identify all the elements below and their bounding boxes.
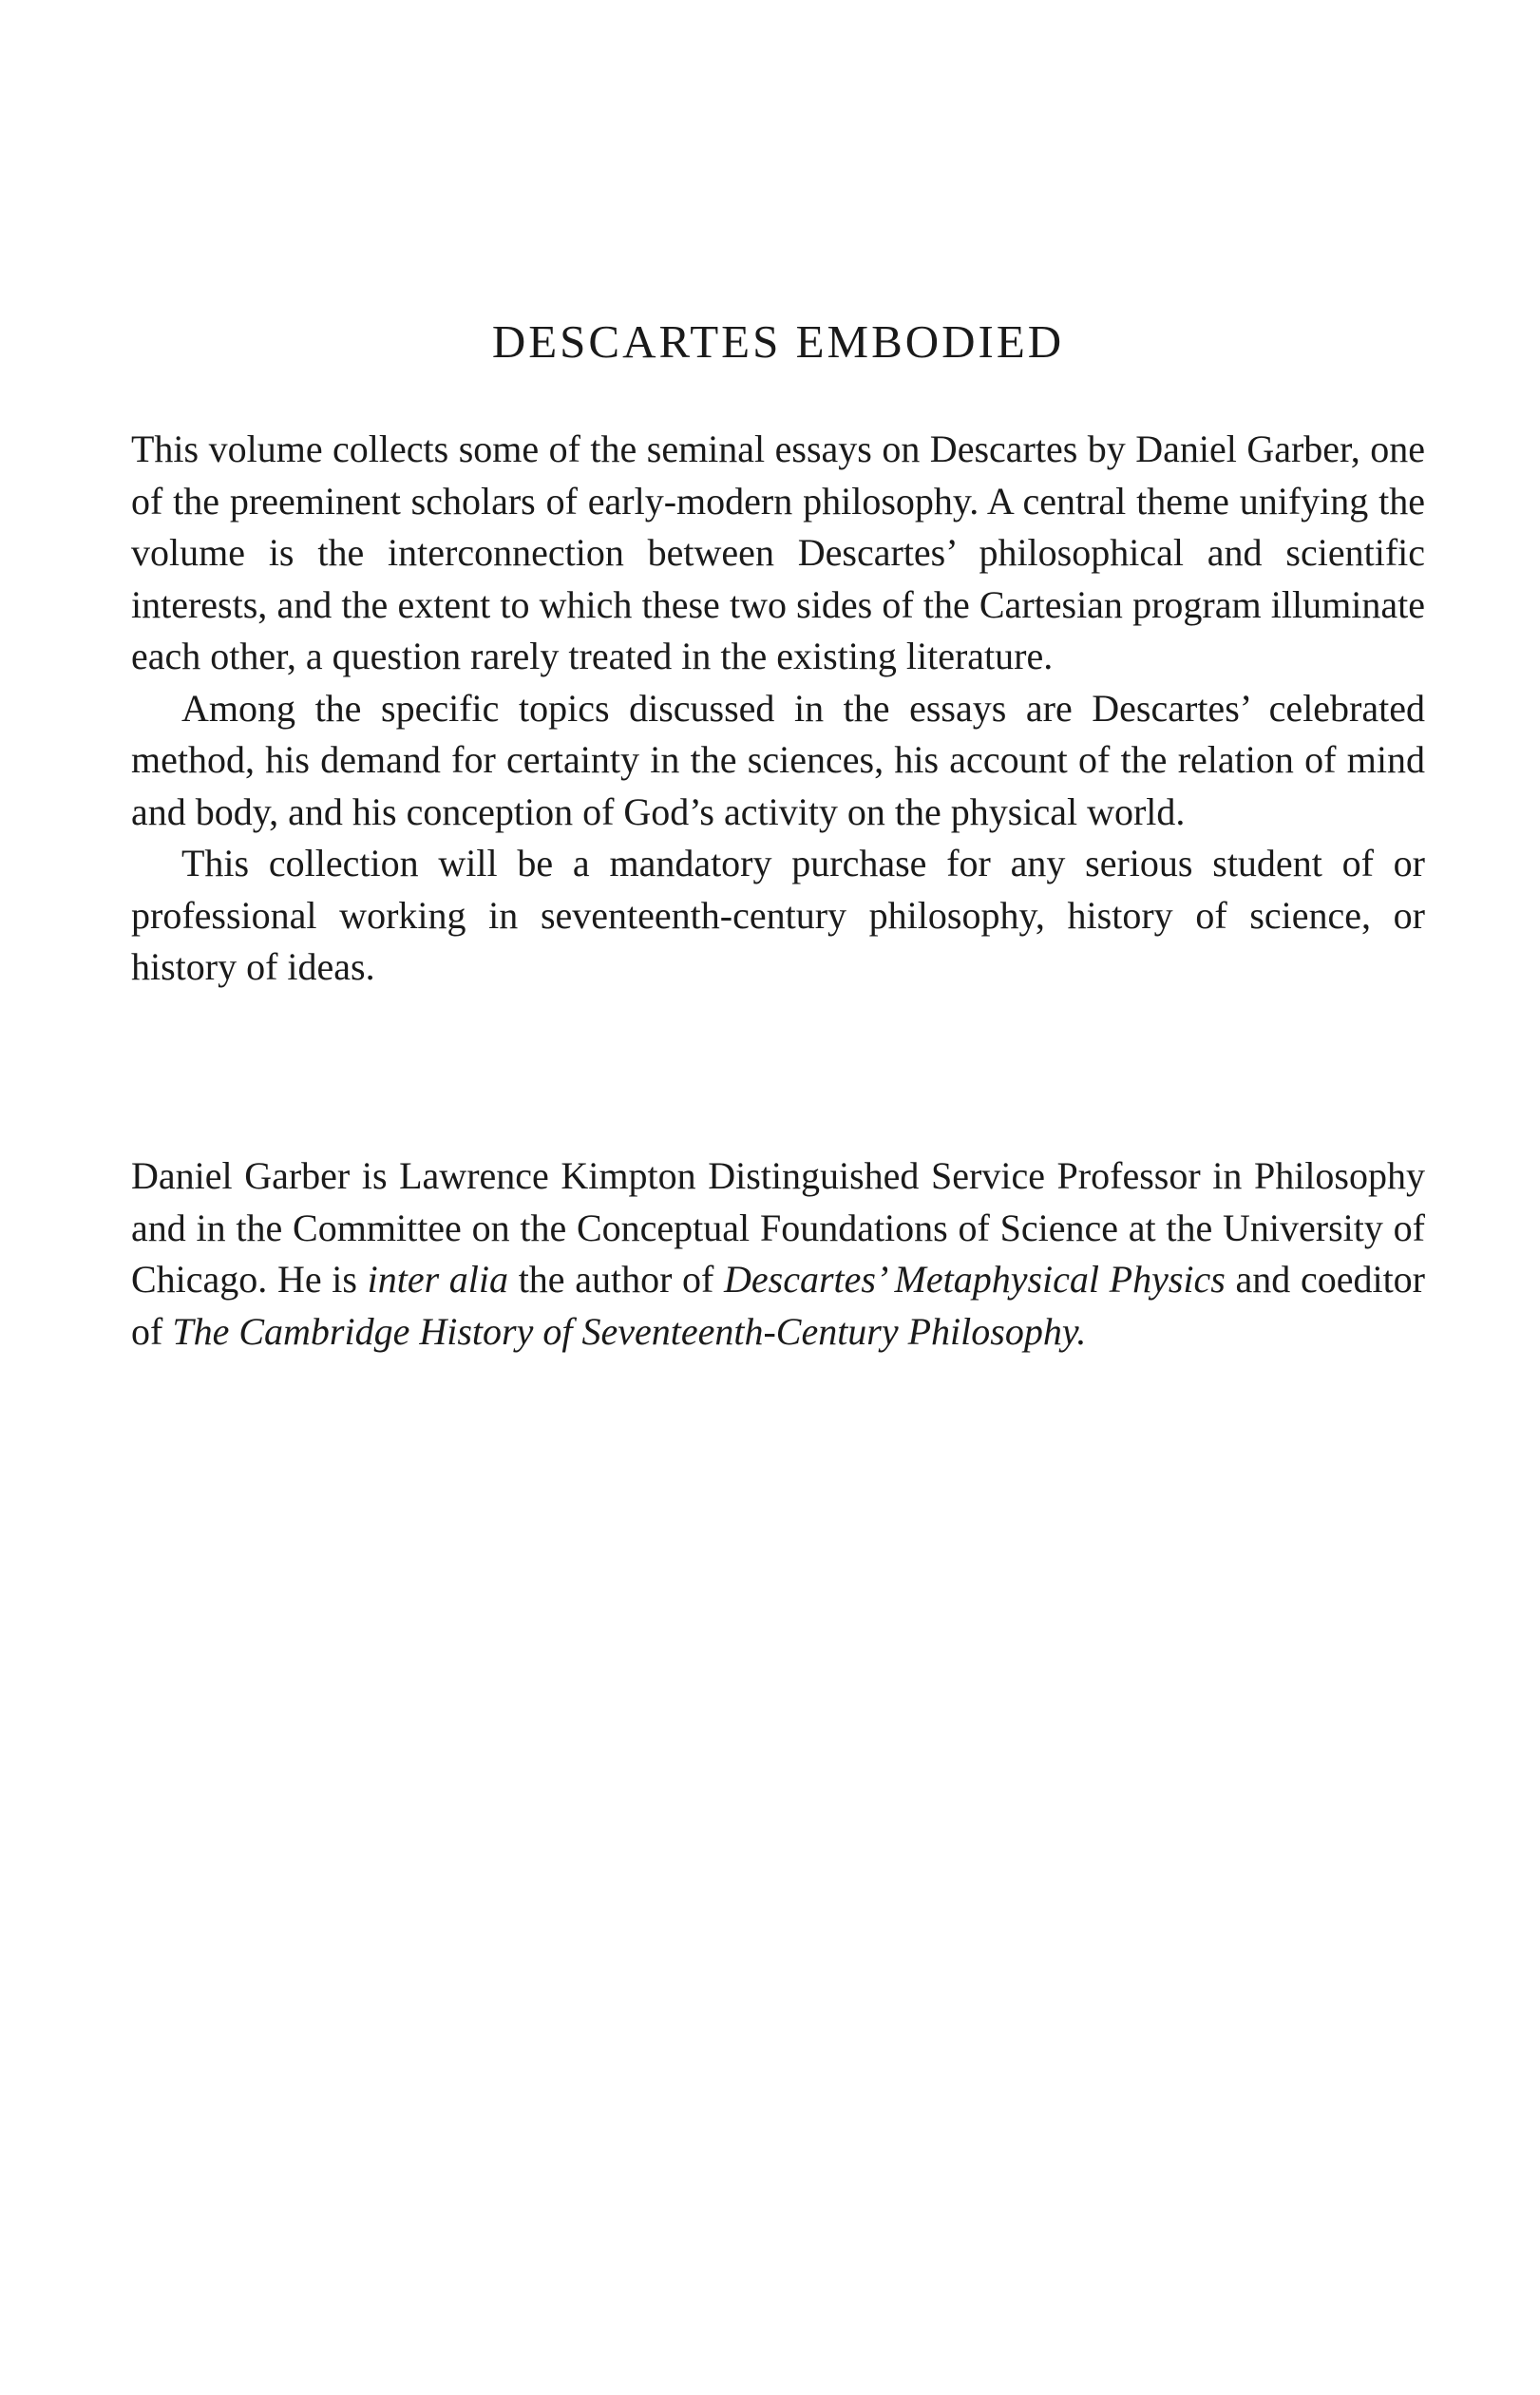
author-bio-paragraph (131, 1150, 1425, 1358)
book-description (131, 424, 1425, 994)
book-title-cambridge-history: The Cambridge History of Seventeenth-Century Philosophy. (172, 1309, 1087, 1353)
description-paragraph-1: This volume collects some of the seminal essays on Descartes by Daniel Garber, one of the preeminent scholars of early-modern philosophy. A central theme unifying the volume is the interconnection between Descartes’ philosophical and scientific interests, and the extent to which these two sides of the Cartesian program illuminate each other, a question rarely treated in the existing literature. (131, 428, 1425, 677)
author-bio-text-3: and coeditor of (131, 1258, 1425, 1353)
author-bio-text-2: the author of (508, 1258, 725, 1301)
book-title-metaphysical-physics: Descartes’ Metaphysical Physics (724, 1258, 1226, 1301)
description-paragraph-2: Among the specific topics discussed in the essays are Descartes’ celebrated method, his demand for certainty in the sciences, his account of the relation of mind and body, and his conception of God’s activity on the physical world. (131, 686, 1425, 833)
author-bio-text-1: Daniel Garber is Lawrence Kimpton Distinguished Service Professor in Philosophy and in the Committee on the Conceptual Foundations of Science at the University of Chicago. He is (131, 1154, 1425, 1301)
author-biography (131, 1150, 1425, 1358)
page-title: DESCARTES EMBODIED (491, 315, 1065, 368)
description-paragraph-3: This collection will be a mandatory purchase for any serious student of or professional working in seventeenth-century philosophy, history of science, or history of ideas. (131, 842, 1425, 988)
author-bio-italic-phrase: inter alia (367, 1258, 509, 1301)
